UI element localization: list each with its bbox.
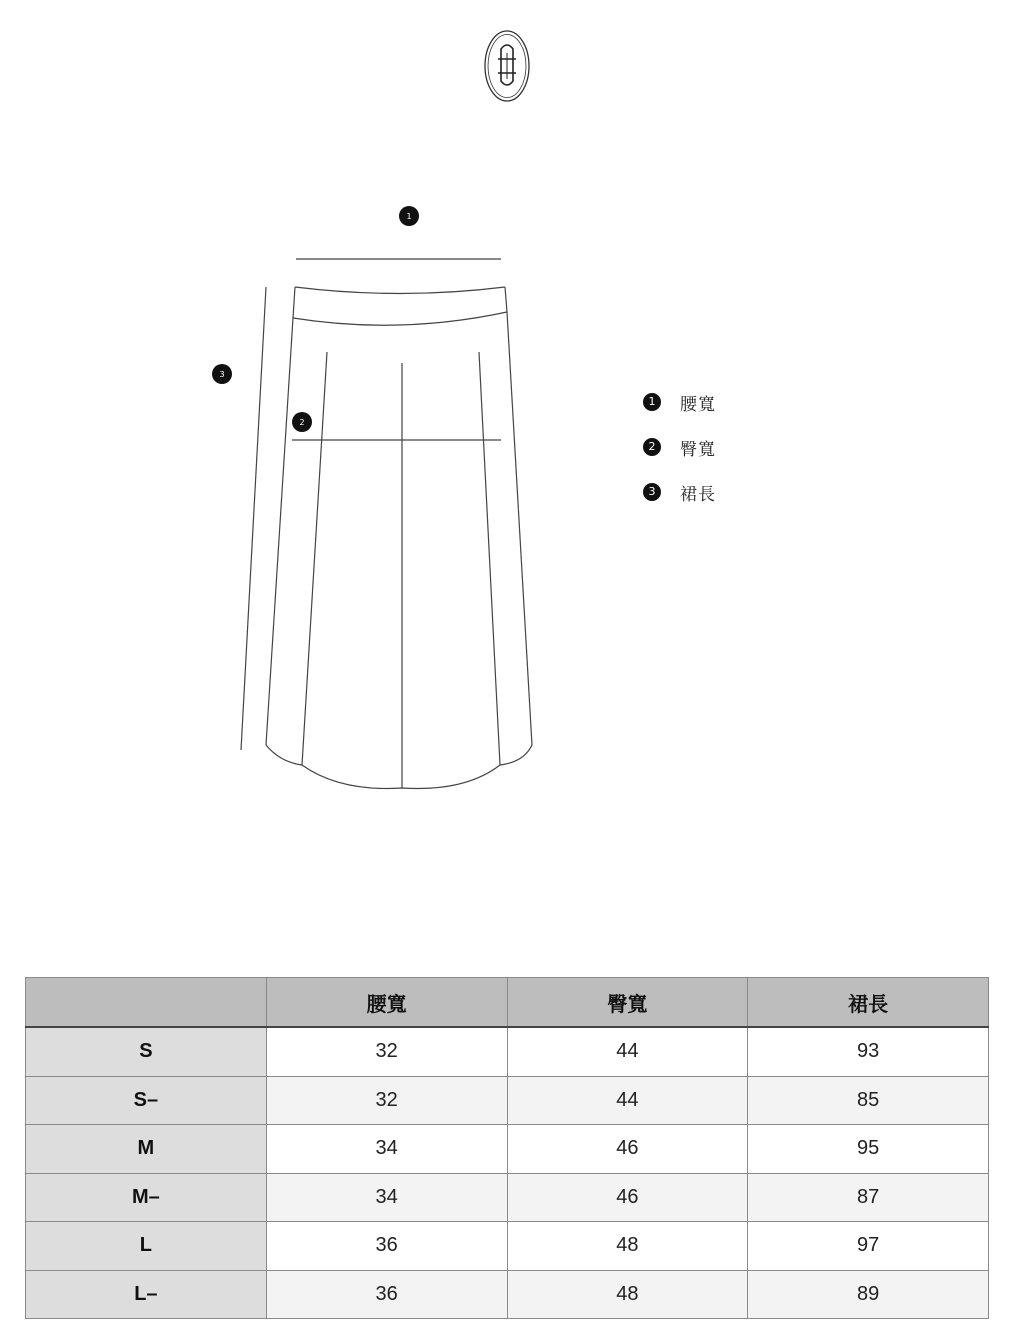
waist-value: 36: [266, 1222, 507, 1271]
hip-value: 48: [507, 1222, 748, 1271]
length-value: 85: [748, 1076, 989, 1125]
legend-number-2: 2: [643, 438, 661, 456]
length-value: 87: [748, 1173, 989, 1222]
hip-value: 44: [507, 1027, 748, 1076]
size-label: M: [26, 1125, 267, 1174]
legend-number-3: 3: [643, 483, 661, 501]
waist-value: 32: [266, 1027, 507, 1076]
size-chart-table: [25, 977, 989, 1319]
marker-2: [292, 412, 312, 432]
marker-3-label: 3: [219, 370, 225, 379]
size-label: L–: [26, 1270, 267, 1319]
table-row: [26, 1222, 989, 1271]
length-value: 95: [748, 1125, 989, 1174]
table-row: [26, 1270, 989, 1319]
table-row: [26, 1027, 989, 1076]
marker-1-label: 1: [406, 212, 412, 221]
table-row: [26, 1076, 989, 1125]
measurement-legend: [643, 390, 716, 525]
legend-label-hip: 臀寬: [680, 439, 716, 460]
header-waist: 腰寬: [266, 978, 507, 1028]
legend-item-hip: [643, 435, 716, 459]
length-value: 89: [748, 1270, 989, 1319]
length-value: 93: [748, 1027, 989, 1076]
marker-2-label: 2: [299, 418, 305, 427]
waist-value: 32: [266, 1076, 507, 1125]
monogram-logo-icon: [483, 29, 531, 103]
legend-item-length: [643, 480, 716, 504]
length-value: 97: [748, 1222, 989, 1271]
table-header-row: [26, 978, 989, 1028]
legend-item-waist: [643, 390, 716, 414]
table-row: [26, 1173, 989, 1222]
header-hip: 臀寬: [507, 978, 748, 1028]
header-size: [26, 978, 267, 1028]
hip-value: 46: [507, 1125, 748, 1174]
hip-value: 48: [507, 1270, 748, 1319]
waist-value: 34: [266, 1173, 507, 1222]
size-label: S–: [26, 1076, 267, 1125]
waist-value: 36: [266, 1270, 507, 1319]
waist-value: 34: [266, 1125, 507, 1174]
marker-1: [399, 206, 419, 226]
legend-label-waist: 腰寬: [680, 394, 716, 415]
legend-label-length: 裙長: [680, 484, 716, 505]
marker-3: [212, 364, 232, 384]
hip-value: 44: [507, 1076, 748, 1125]
size-label: L: [26, 1222, 267, 1271]
skirt-diagram: [200, 195, 550, 805]
legend-number-1: 1: [643, 393, 661, 411]
size-label: M–: [26, 1173, 267, 1222]
hip-value: 46: [507, 1173, 748, 1222]
size-label: S: [26, 1027, 267, 1076]
header-length: 裙長: [748, 978, 989, 1028]
table-row: [26, 1125, 989, 1174]
